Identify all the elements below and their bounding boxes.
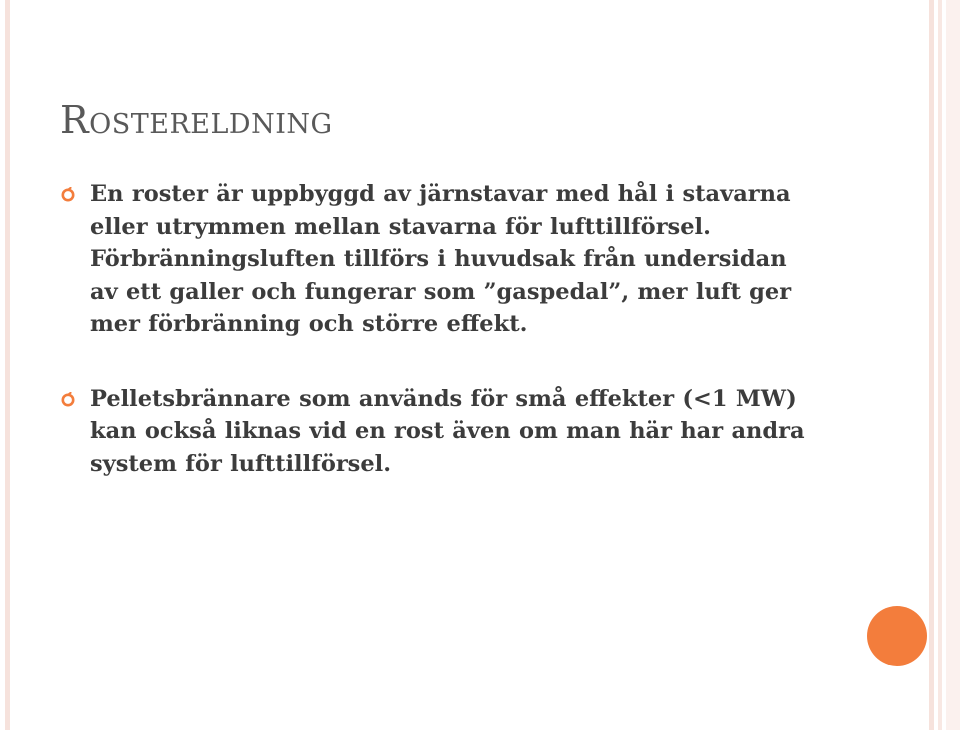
bullet-orange-loop-icon	[60, 392, 76, 408]
slide-title: Rostereldning	[60, 98, 333, 142]
bullet-item	[62, 383, 822, 481]
right-frame-stripe	[929, 0, 934, 730]
decorative-orange-circle	[867, 606, 927, 666]
bullet-orange-loop-icon	[60, 187, 76, 203]
right-frame-stripe-inner	[938, 0, 942, 730]
bullet-text: En roster är uppbyggd av järnstavar med hål i stavarna eller utrymmen mellan stavarna för lufttillförsel. Förbränningsluften tillförs i huvudsak från undersidan av ett galler och fungerar som ”gaspedal”, mer luft ger mer förbränning och större effekt.	[90, 181, 792, 337]
bullet-item	[62, 178, 822, 341]
right-frame-edge	[946, 0, 960, 730]
left-frame-stripe	[5, 0, 10, 730]
bullet-text: Pelletsbrännare som används för små effekter (<1 MW) kan också liknas vid en rost även om man här har andra system för lufttillförsel.	[90, 385, 805, 477]
bullet-list	[62, 178, 822, 480]
